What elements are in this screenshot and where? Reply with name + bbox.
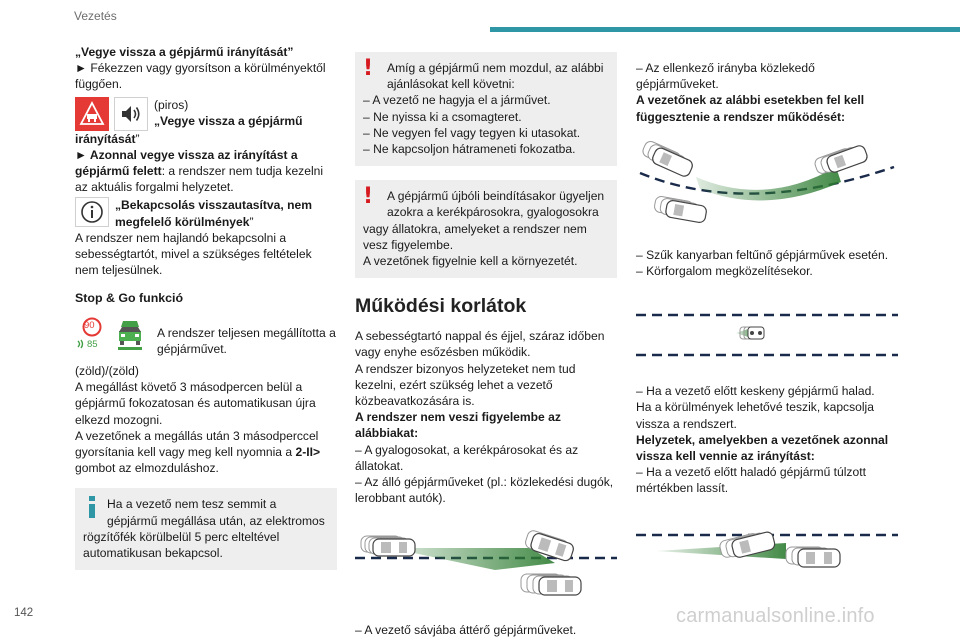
red-label: (piros) (154, 97, 189, 112)
red-quote-cont: irányítását” (75, 131, 140, 146)
accelerate-instruction: ► Fékezzen vagy gyorsítson a körülményektől függően. (75, 61, 326, 92)
refusal-row (75, 197, 337, 229)
merging-caption: – A vezető sávjába áttérő gépjárműveket. (355, 623, 577, 638)
section-title: Működési korlátok (355, 295, 527, 318)
page-number: 142 (14, 607, 34, 619)
resume-control-quote: „Vegye vissza a gépjármű irányítását” (75, 45, 294, 59)
merging-vehicle-illustration (355, 518, 617, 608)
speed-limit-icon (75, 317, 109, 355)
not-considered-item: – Az álló gépjárműveket (pl.: közlekedési dugók, lerobbant autók). (355, 475, 614, 506)
info-box (75, 488, 337, 570)
warning-1-lead: Amíg a gépjármű nem mozdul, az alábbi ajánlásokat kell követni: (387, 61, 604, 92)
braking-vehicle-illustration (636, 513, 898, 583)
narrow-vehicle-illustration (636, 305, 898, 365)
watermark: carmanualsonline.info (676, 605, 875, 627)
warning-icon: ! (363, 56, 374, 81)
roundabout-item: – Körforgalom megközelítésekor. (636, 264, 813, 279)
opposite-direction-item: – Az ellenkező irányba közlekedő gépjárműveket. (636, 61, 815, 92)
warning-item: – A vezető ne hagyja el a járművet. (363, 93, 551, 108)
warning-icon: ! (363, 184, 374, 210)
stop-go-text: A rendszer teljesen megállította a gépjárművet. (157, 325, 336, 356)
refusal-title: „Bekapcsolás visszautasítva, nem (115, 198, 312, 213)
stop-go-para-2: A vezetőnek a megállás után 3 másodperccel gyorsítania kell vagy meg kell nyomnia a 2-II> gombot az elmozduláshoz. (75, 428, 321, 476)
column-1 (75, 44, 337, 570)
suspend-heading: A vezetőnek az alábbi esetekben fel kell függesztenie a rendszer működését: (636, 93, 865, 124)
not-considered-heading: A rendszer nem veszi figyelembe az alábbiakat: (355, 410, 561, 441)
info-box-rest: rögzítőfék körülbelül 5 perc elteltével automatikusan bekapcsol. (83, 529, 280, 561)
speed-limit-value: 90 (84, 319, 95, 331)
warning-item: – Ne nyissa ki a csomagteret. (363, 109, 522, 124)
column-3 (636, 60, 898, 583)
stopped-car-icon (113, 317, 147, 355)
reenable-para: Ha a körülmények lehetővé teszik, kapcsolja vissza a rendszert. (636, 400, 874, 431)
stop-go-para-1: A megállást követő 3 másodpercen belül a gépjármű fokozatosan és automatikusan újra elkezd mozogni. (75, 380, 316, 427)
not-considered-item: – A gyalogosokat, a kerékpárosokat és az állatokat. (355, 442, 579, 473)
limits-para-1: A sebességtartó nappal és éjjel, száraz időben vagy enyhe esőzésben működik. (355, 329, 605, 360)
info-marker-icon (83, 496, 107, 528)
red-alert-row (75, 97, 337, 131)
green-label: (zöld)/(zöld) (75, 364, 139, 379)
refusal-title-cont: megfelelő körülmények” (115, 214, 254, 229)
set-speed-value: 85 (87, 338, 98, 350)
refusal-text: A rendszer nem hajlandó bekapcsolni a sebességtartót, mivel a szükséges feltételek nem teljesülnek. (75, 230, 312, 278)
narrow-vehicle-item: – Ha a vezető előtt keskeny gépjármű halad. (636, 384, 875, 399)
info-box-lead: Ha a vezető nem tesz semmit a gépjármű megállása után, az elektromos (107, 497, 325, 528)
header-accent-bar (490, 27, 960, 32)
take-control-instruction: ► Azonnal vegye vissza az irányítást a gépjármű felett: a rendszer nem tudja kezelni az aktuális forgalmi helyzetet. (75, 147, 324, 195)
red-quote: „Vegye vissza a gépjármű (154, 113, 303, 128)
speaker-icon (114, 97, 148, 131)
warning-item: – Ne vegyen fel vagy tegyen ki utasokat. (363, 125, 581, 140)
tight-bend-item: – Szűk kanyarban feltűnő gépjárművek esetén. (636, 247, 889, 262)
column-2 (355, 52, 617, 639)
slowing-vehicle-item: – Ha a vezető előtt haladó gépjármű túlzott mértékben lassít. (636, 465, 866, 496)
warning-2-rest: vagy állatokra, amelyeket a rendszer nem vesz figyelembe. (363, 221, 587, 252)
take-over-heading: Helyzetek, amelyekben a vezetőnek azonnal vissza kell vennie az irányítást: (636, 432, 889, 464)
warning-2-lead: A gépjármű újbóli beindításakor ügyeljen azokra a kerékpárosokra, gyalogosokra (387, 189, 605, 220)
info-circle-icon (75, 197, 109, 227)
tight-bend-illustration (636, 137, 898, 237)
warning-box-1 (355, 52, 617, 166)
warning-item: – Ne kapcsoljon hátrameneti fokozatba. (363, 142, 576, 157)
stop-go-row (75, 317, 337, 357)
limits-para-2: A rendszer bizonyos helyzeteket nem tud kezelni, ezért szükség lehet a vezető közbeavatkozására is. (355, 361, 576, 409)
section-header: Vezetés (74, 9, 117, 23)
stop-go-title: Stop & Go funkció (75, 291, 184, 306)
warning-2-last: A vezetőnek figyelnie kell a környezetét. (363, 254, 578, 269)
warning-box-2 (355, 180, 617, 278)
red-alert-icon (75, 97, 109, 131)
